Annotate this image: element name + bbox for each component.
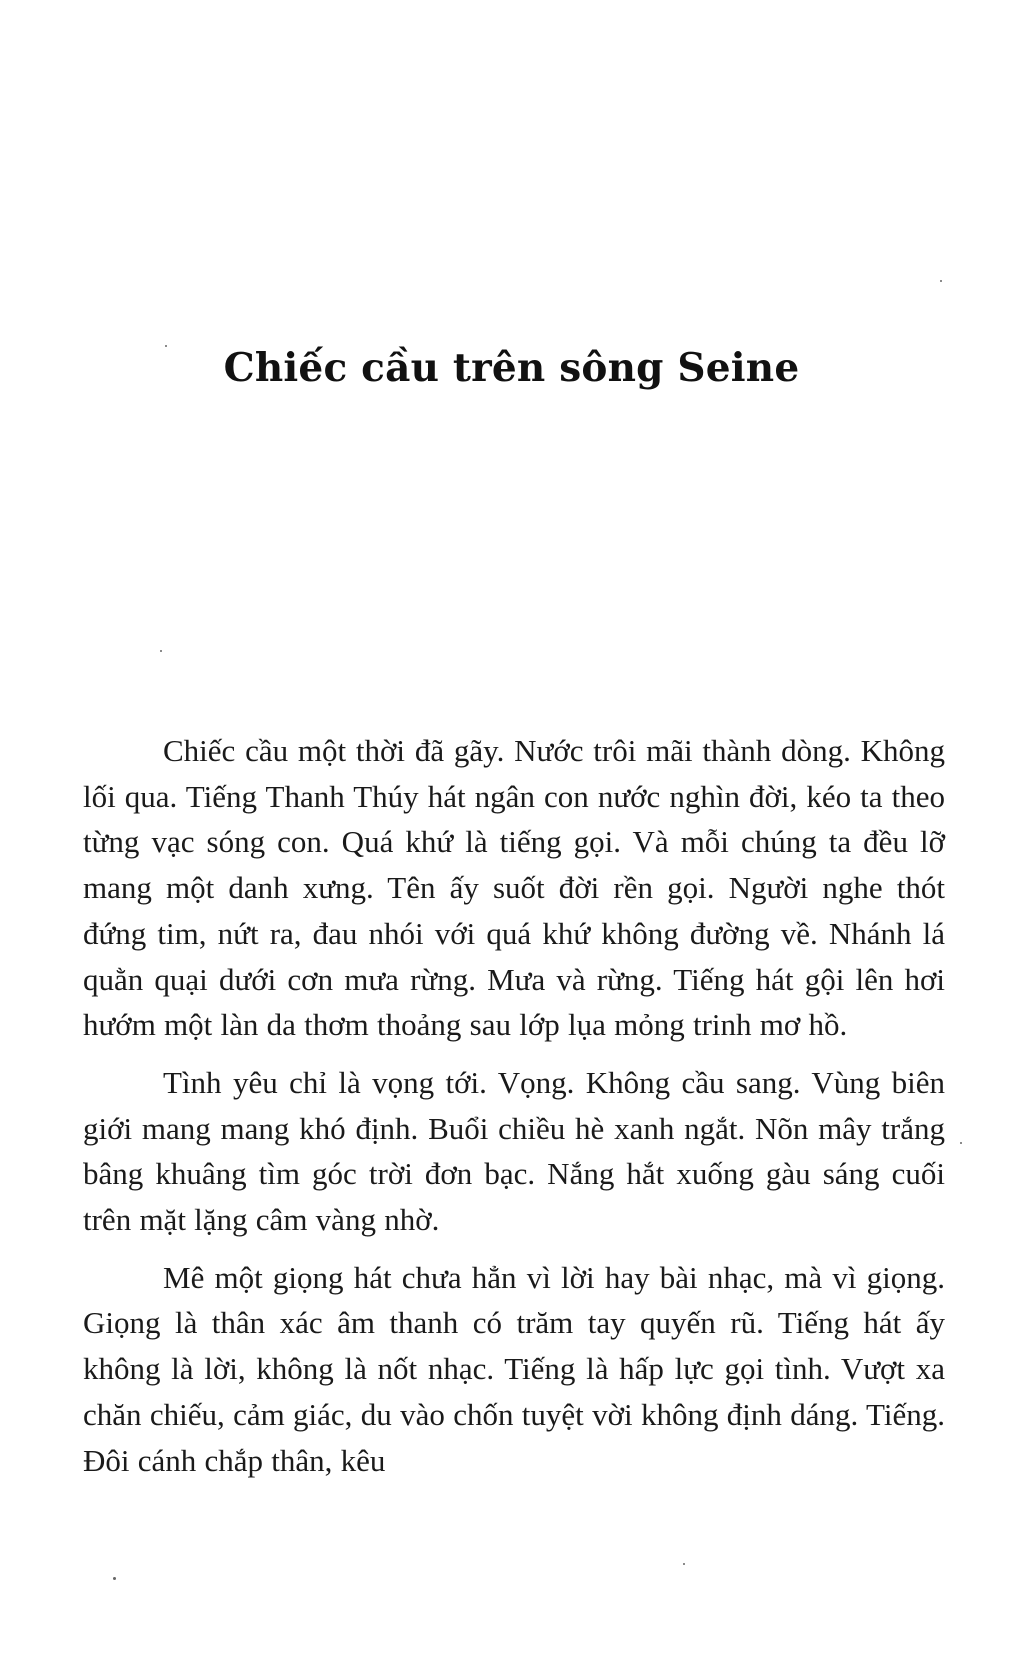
scan-speck	[165, 345, 167, 347]
paragraph-2: Tình yêu chỉ là vọng tới. Vọng. Không cầu sang. Vùng biên giới mang mang khó định. Buổi chiều hè xanh ngắt. Nõn mây trắng bâng khuâng tìm góc trời đơn bạc. Nắng hắt xuống gàu sáng cuối trên mặt lặng câm vàng nhờ.	[83, 1064, 945, 1238]
chapter-body	[83, 728, 945, 1495]
chapter-title: Chiếc cầu trên sông Seine	[223, 345, 800, 391]
scan-speck	[940, 280, 942, 282]
paragraph-1: Chiếc cầu một thời đã gãy. Nước trôi mãi thành dòng. Không lối qua. Tiếng Thanh Thúy hát ngân con nước nghìn đời, kéo ta theo từng vạc sóng con. Quá khứ là tiếng gọi. Và mỗi chúng ta đều lỡ mang một danh xưng. Tên ấy suốt đời rền gọi. Người nghe thót đứng tim, nứt ra, đau nhói với quá khứ không đường về. Nhánh lá quằn quại dưới cơn mưa rừng. Mưa và rừng. Tiếng hát gội lên hơi hướm một làn da thơm thoảng sau lớp lụa mỏng trinh mơ hồ.	[83, 733, 945, 1043]
scan-speck	[960, 1142, 962, 1144]
scan-speck	[160, 650, 162, 652]
scan-speck	[683, 1563, 685, 1565]
paragraph-3: Mê một giọng hát chưa hẳn vì lời hay bài nhạc, mà vì giọng. Giọng là thân xác âm thanh có trăm tay quyến rũ. Tiếng hát ấy không là lời, không là nốt nhạc. Tiếng là hấp lực gọi tình. Vượt xa chăn chiếu, cảm giác, du vào chốn tuyệt vời không định dáng. Tiếng. Đôi cánh chắp thân, kêu	[83, 1259, 945, 1478]
scan-speck	[113, 1577, 116, 1580]
